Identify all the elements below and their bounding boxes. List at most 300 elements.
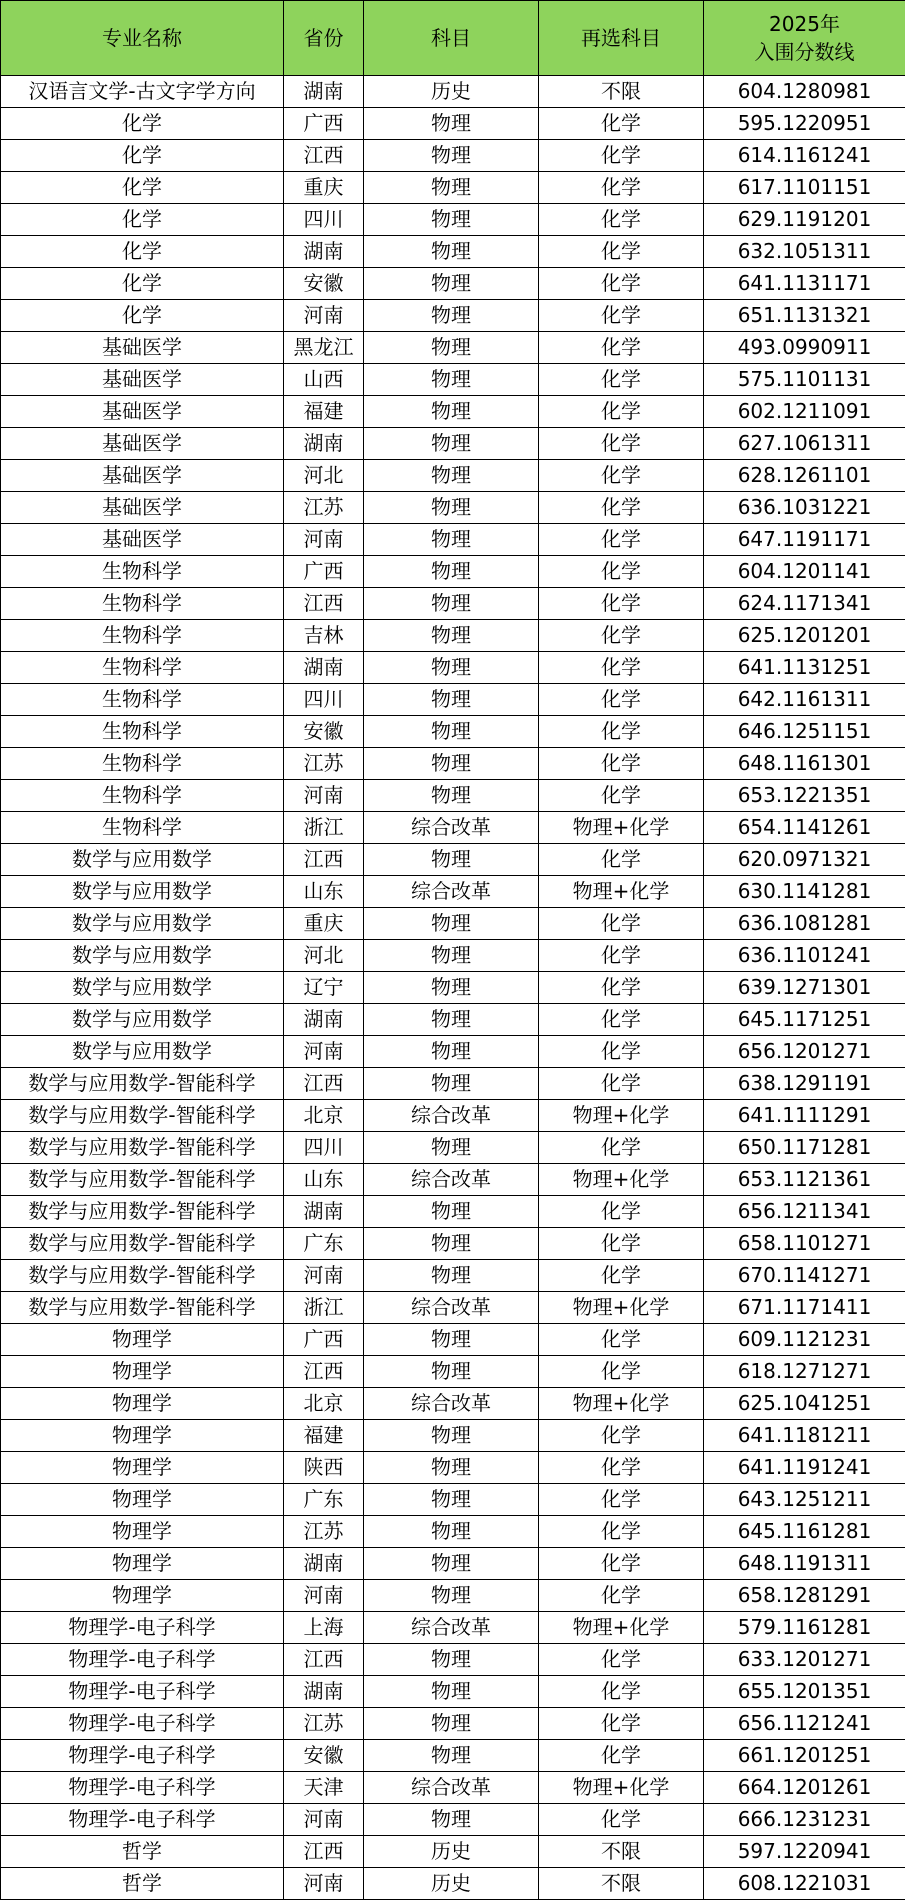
cell-major: 物理学: [1, 1484, 284, 1516]
cell-major: 物理学-电子科学: [1, 1772, 284, 1804]
table-row: [1, 1484, 905, 1516]
cell-subject: 物理: [364, 1804, 539, 1836]
table-row: [1, 524, 905, 556]
table-row: [1, 716, 905, 748]
cell-major: 物理学-电子科学: [1, 1740, 284, 1772]
cell-major: 基础医学: [1, 428, 284, 460]
table-row: [1, 972, 905, 1004]
table-row: [1, 172, 905, 204]
cell-subject: 物理: [364, 1228, 539, 1260]
cell-major: 生物科学: [1, 620, 284, 652]
cell-cutoff-score: 604.1280981: [704, 76, 905, 108]
cell-reselect-subject: 化学: [539, 1548, 704, 1580]
cell-reselect-subject: 化学: [539, 1740, 704, 1772]
cell-province: 江西: [284, 1068, 364, 1100]
cell-reselect-subject: 物理+化学: [539, 1100, 704, 1132]
cell-subject: 物理: [364, 1548, 539, 1580]
cell-subject: 历史: [364, 1836, 539, 1868]
cell-cutoff-score: 608.1221031: [704, 1868, 905, 1900]
table-row: [1, 748, 905, 780]
col-header-cutoff-score: [704, 1, 905, 76]
cell-reselect-subject: 化学: [539, 1708, 704, 1740]
cell-subject: 物理: [364, 1708, 539, 1740]
cell-province: 河南: [284, 1804, 364, 1836]
header-row: [1, 1, 905, 76]
cell-major: 物理学: [1, 1516, 284, 1548]
cell-province: 河南: [284, 1868, 364, 1900]
cell-reselect-subject: 化学: [539, 940, 704, 972]
cell-province: 河南: [284, 524, 364, 556]
cell-major: 化学: [1, 172, 284, 204]
cell-major: 基础医学: [1, 332, 284, 364]
cell-major: 化学: [1, 140, 284, 172]
cell-province: 重庆: [284, 172, 364, 204]
cell-province: 福建: [284, 1420, 364, 1452]
cell-subject: 物理: [364, 1196, 539, 1228]
table-row: [1, 1292, 905, 1324]
cell-major: 物理学-电子科学: [1, 1644, 284, 1676]
cell-reselect-subject: 化学: [539, 364, 704, 396]
cell-cutoff-score: 646.1251151: [704, 716, 905, 748]
cell-cutoff-score: 641.1131171: [704, 268, 905, 300]
cell-subject: 物理: [364, 1260, 539, 1292]
cell-major: 数学与应用数学-智能科学: [1, 1260, 284, 1292]
cell-cutoff-score: 656.1211341: [704, 1196, 905, 1228]
cell-major: 基础医学: [1, 364, 284, 396]
cell-subject: 物理: [364, 1420, 539, 1452]
cell-major: 基础医学: [1, 524, 284, 556]
cell-reselect-subject: 化学: [539, 108, 704, 140]
cell-cutoff-score: 632.1051311: [704, 236, 905, 268]
cell-reselect-subject: 化学: [539, 396, 704, 428]
cell-province: 江苏: [284, 1516, 364, 1548]
cell-reselect-subject: 化学: [539, 492, 704, 524]
table-row: [1, 844, 905, 876]
cell-major: 基础医学: [1, 396, 284, 428]
cell-major: 生物科学: [1, 780, 284, 812]
cell-province: 山西: [284, 364, 364, 396]
cell-subject: 物理: [364, 108, 539, 140]
cell-province: 河南: [284, 300, 364, 332]
cell-province: 浙江: [284, 812, 364, 844]
cell-subject: 物理: [364, 556, 539, 588]
cell-province: 江西: [284, 1644, 364, 1676]
cell-province: 河南: [284, 1036, 364, 1068]
cell-cutoff-score: 641.1191241: [704, 1452, 905, 1484]
table-row: [1, 684, 905, 716]
cell-cutoff-score: 633.1201271: [704, 1644, 905, 1676]
cell-province: 山东: [284, 1164, 364, 1196]
cell-reselect-subject: 化学: [539, 172, 704, 204]
cell-reselect-subject: 化学: [539, 1036, 704, 1068]
cell-subject: 物理: [364, 588, 539, 620]
cell-subject: 物理: [364, 780, 539, 812]
cell-subject: 物理: [364, 1324, 539, 1356]
table-row: [1, 1772, 905, 1804]
cell-subject: 物理: [364, 1356, 539, 1388]
table-row: [1, 236, 905, 268]
cell-cutoff-score: 670.1141271: [704, 1260, 905, 1292]
cell-cutoff-score: 642.1161311: [704, 684, 905, 716]
cell-major: 数学与应用数学-智能科学: [1, 1164, 284, 1196]
table-row: [1, 1324, 905, 1356]
cell-subject: 综合改革: [364, 876, 539, 908]
cell-major: 物理学-电子科学: [1, 1612, 284, 1644]
table-row: [1, 76, 905, 108]
cell-major: 基础医学: [1, 460, 284, 492]
cell-cutoff-score: 620.0971321: [704, 844, 905, 876]
cell-subject: 历史: [364, 1868, 539, 1900]
cell-reselect-subject: 化学: [539, 748, 704, 780]
table-row: [1, 1196, 905, 1228]
cell-province: 安徽: [284, 268, 364, 300]
cell-subject: 物理: [364, 1484, 539, 1516]
cell-cutoff-score: 653.1221351: [704, 780, 905, 812]
cell-cutoff-score: 661.1201251: [704, 1740, 905, 1772]
cell-province: 福建: [284, 396, 364, 428]
cell-province: 北京: [284, 1388, 364, 1420]
cell-major: 数学与应用数学-智能科学: [1, 1292, 284, 1324]
table-row: [1, 940, 905, 972]
cell-province: 湖南: [284, 1548, 364, 1580]
table-row: [1, 140, 905, 172]
table-row: [1, 1452, 905, 1484]
cell-subject: 物理: [364, 236, 539, 268]
cell-subject: 物理: [364, 908, 539, 940]
cell-cutoff-score: 671.1171411: [704, 1292, 905, 1324]
cell-major: 化学: [1, 204, 284, 236]
cell-cutoff-score: 595.1220951: [704, 108, 905, 140]
table-row: [1, 364, 905, 396]
cell-cutoff-score: 645.1171251: [704, 1004, 905, 1036]
cell-cutoff-score: 630.1141281: [704, 876, 905, 908]
cell-subject: 综合改革: [364, 1388, 539, 1420]
cell-province: 黑龙江: [284, 332, 364, 364]
cell-subject: 物理: [364, 1516, 539, 1548]
cell-subject: 物理: [364, 492, 539, 524]
cell-reselect-subject: 化学: [539, 972, 704, 1004]
cell-reselect-subject: 化学: [539, 1452, 704, 1484]
cell-cutoff-score: 618.1271271: [704, 1356, 905, 1388]
cell-subject: 物理: [364, 172, 539, 204]
table-row: [1, 204, 905, 236]
cell-cutoff-score: 658.1101271: [704, 1228, 905, 1260]
cell-major: 物理学-电子科学: [1, 1676, 284, 1708]
cell-subject: 物理: [364, 460, 539, 492]
cell-province: 北京: [284, 1100, 364, 1132]
cell-subject: 物理: [364, 1452, 539, 1484]
cell-subject: 物理: [364, 1740, 539, 1772]
cell-cutoff-score: 636.1031221: [704, 492, 905, 524]
cell-cutoff-score: 656.1121241: [704, 1708, 905, 1740]
cell-province: 湖南: [284, 428, 364, 460]
table-row: [1, 1836, 905, 1868]
cell-major: 数学与应用数学: [1, 844, 284, 876]
cell-reselect-subject: 化学: [539, 780, 704, 812]
cell-cutoff-score: 641.1181211: [704, 1420, 905, 1452]
table-row: [1, 332, 905, 364]
cell-major: 汉语言文学-古文字学方向: [1, 76, 284, 108]
cell-reselect-subject: 物理+化学: [539, 1612, 704, 1644]
cell-major: 物理学: [1, 1388, 284, 1420]
cell-reselect-subject: 化学: [539, 684, 704, 716]
table-row: [1, 876, 905, 908]
cell-reselect-subject: 化学: [539, 1804, 704, 1836]
cell-subject: 综合改革: [364, 1612, 539, 1644]
cell-reselect-subject: 化学: [539, 524, 704, 556]
table-row: [1, 780, 905, 812]
cell-cutoff-score: 614.1161241: [704, 140, 905, 172]
cell-reselect-subject: 化学: [539, 1676, 704, 1708]
table-row: [1, 1740, 905, 1772]
cell-reselect-subject: 化学: [539, 1324, 704, 1356]
cell-subject: 历史: [364, 76, 539, 108]
cell-cutoff-score: 636.1101241: [704, 940, 905, 972]
cell-cutoff-score: 628.1261101: [704, 460, 905, 492]
cell-province: 安徽: [284, 716, 364, 748]
table-row: [1, 428, 905, 460]
cell-reselect-subject: 化学: [539, 428, 704, 460]
cell-major: 化学: [1, 108, 284, 140]
cell-subject: 物理: [364, 428, 539, 460]
table-row: [1, 300, 905, 332]
cell-reselect-subject: 不限: [539, 1836, 704, 1868]
cell-subject: 物理: [364, 748, 539, 780]
cell-province: 湖南: [284, 652, 364, 684]
cell-major: 数学与应用数学-智能科学: [1, 1196, 284, 1228]
cell-subject: 物理: [364, 1004, 539, 1036]
table-row: [1, 1388, 905, 1420]
col-header-subject: 科目: [364, 1, 539, 76]
cell-province: 湖南: [284, 1004, 364, 1036]
table-row: [1, 108, 905, 140]
cell-reselect-subject: 化学: [539, 1484, 704, 1516]
cell-reselect-subject: 化学: [539, 1420, 704, 1452]
cell-major: 物理学: [1, 1324, 284, 1356]
cell-major: 化学: [1, 300, 284, 332]
cell-subject: 物理: [364, 972, 539, 1004]
cell-reselect-subject: 化学: [539, 140, 704, 172]
table-row: [1, 1356, 905, 1388]
table-row: [1, 1164, 905, 1196]
cell-province: 上海: [284, 1612, 364, 1644]
cell-major: 数学与应用数学-智能科学: [1, 1132, 284, 1164]
cell-province: 广东: [284, 1228, 364, 1260]
table-row: [1, 1644, 905, 1676]
cell-cutoff-score: 653.1121361: [704, 1164, 905, 1196]
cell-reselect-subject: 化学: [539, 1356, 704, 1388]
table-row: [1, 1036, 905, 1068]
cell-cutoff-score: 597.1220941: [704, 1836, 905, 1868]
cell-major: 数学与应用数学: [1, 1004, 284, 1036]
cell-reselect-subject: 化学: [539, 652, 704, 684]
cell-subject: 综合改革: [364, 812, 539, 844]
table-row: [1, 1100, 905, 1132]
cell-cutoff-score: 638.1291191: [704, 1068, 905, 1100]
cell-cutoff-score: 648.1191311: [704, 1548, 905, 1580]
cell-cutoff-score: 624.1171341: [704, 588, 905, 620]
cell-reselect-subject: 化学: [539, 588, 704, 620]
cell-subject: 物理: [364, 332, 539, 364]
cell-subject: 物理: [364, 140, 539, 172]
cell-major: 数学与应用数学: [1, 908, 284, 940]
cell-cutoff-score: 648.1161301: [704, 748, 905, 780]
table-row: [1, 556, 905, 588]
cell-major: 化学: [1, 268, 284, 300]
cell-major: 化学: [1, 236, 284, 268]
cell-major: 生物科学: [1, 588, 284, 620]
table-row: [1, 1132, 905, 1164]
cell-province: 河南: [284, 1260, 364, 1292]
cell-cutoff-score: 641.1131251: [704, 652, 905, 684]
cell-cutoff-score: 651.1131321: [704, 300, 905, 332]
col-header-reselect-subject: 再选科目: [539, 1, 704, 76]
cell-subject: 物理: [364, 1068, 539, 1100]
cell-province: 河南: [284, 1580, 364, 1612]
cell-province: 河南: [284, 780, 364, 812]
cell-province: 江西: [284, 1356, 364, 1388]
cell-major: 数学与应用数学: [1, 972, 284, 1004]
cell-province: 山东: [284, 876, 364, 908]
cell-subject: 物理: [364, 844, 539, 876]
cell-province: 重庆: [284, 908, 364, 940]
cell-province: 河北: [284, 460, 364, 492]
cell-cutoff-score: 617.1101151: [704, 172, 905, 204]
cell-subject: 物理: [364, 204, 539, 236]
cell-reselect-subject: 化学: [539, 1516, 704, 1548]
cell-cutoff-score: 645.1161281: [704, 1516, 905, 1548]
cell-reselect-subject: 不限: [539, 76, 704, 108]
cell-cutoff-score: 656.1201271: [704, 1036, 905, 1068]
table-body: [1, 76, 905, 1900]
cell-reselect-subject: 化学: [539, 716, 704, 748]
cell-province: 陕西: [284, 1452, 364, 1484]
table-row: [1, 460, 905, 492]
cell-cutoff-score: 602.1211091: [704, 396, 905, 428]
cell-cutoff-score: 627.1061311: [704, 428, 905, 460]
table-row: [1, 1708, 905, 1740]
cell-subject: 物理: [364, 524, 539, 556]
cell-reselect-subject: 化学: [539, 1196, 704, 1228]
cell-province: 广西: [284, 1324, 364, 1356]
cell-province: 辽宁: [284, 972, 364, 1004]
table-row: [1, 1612, 905, 1644]
cell-subject: 综合改革: [364, 1100, 539, 1132]
cell-reselect-subject: 化学: [539, 460, 704, 492]
col-header-province: 省份: [284, 1, 364, 76]
cell-province: 江西: [284, 588, 364, 620]
table-row: [1, 492, 905, 524]
table-row: [1, 1548, 905, 1580]
cell-cutoff-score: 666.1231231: [704, 1804, 905, 1836]
table-row: [1, 812, 905, 844]
cell-cutoff-score: 647.1191171: [704, 524, 905, 556]
table-row: [1, 1260, 905, 1292]
cell-subject: 物理: [364, 620, 539, 652]
cell-reselect-subject: 物理+化学: [539, 876, 704, 908]
cell-major: 物理学-电子科学: [1, 1708, 284, 1740]
cell-subject: 物理: [364, 652, 539, 684]
table-row: [1, 1516, 905, 1548]
cell-cutoff-score: 664.1201261: [704, 1772, 905, 1804]
cell-cutoff-score: 650.1171281: [704, 1132, 905, 1164]
cell-major: 生物科学: [1, 684, 284, 716]
cell-cutoff-score: 625.1201201: [704, 620, 905, 652]
cell-reselect-subject: 化学: [539, 236, 704, 268]
col-header-year: 2025年: [769, 12, 840, 36]
cell-reselect-subject: 化学: [539, 620, 704, 652]
table-row: [1, 1580, 905, 1612]
cell-province: 广东: [284, 1484, 364, 1516]
cell-province: 江苏: [284, 1708, 364, 1740]
table-row: [1, 1868, 905, 1900]
cell-subject: 物理: [364, 268, 539, 300]
cell-major: 生物科学: [1, 652, 284, 684]
table-row: [1, 588, 905, 620]
cell-cutoff-score: 493.0990911: [704, 332, 905, 364]
cell-reselect-subject: 化学: [539, 300, 704, 332]
table-row: [1, 1228, 905, 1260]
table-row: [1, 620, 905, 652]
cell-province: 天津: [284, 1772, 364, 1804]
cell-province: 湖南: [284, 236, 364, 268]
cell-cutoff-score: 609.1121231: [704, 1324, 905, 1356]
cell-reselect-subject: 化学: [539, 1644, 704, 1676]
cell-reselect-subject: 化学: [539, 908, 704, 940]
cell-reselect-subject: 化学: [539, 1132, 704, 1164]
cell-reselect-subject: 化学: [539, 1228, 704, 1260]
cell-major: 数学与应用数学-智能科学: [1, 1068, 284, 1100]
cell-major: 数学与应用数学: [1, 940, 284, 972]
cell-province: 江苏: [284, 748, 364, 780]
cell-subject: 综合改革: [364, 1772, 539, 1804]
cell-reselect-subject: 化学: [539, 268, 704, 300]
col-header-major: 专业名称: [1, 1, 284, 76]
table-row: [1, 1004, 905, 1036]
cell-province: 广西: [284, 556, 364, 588]
table-row: [1, 1804, 905, 1836]
cell-major: 物理学: [1, 1356, 284, 1388]
col-header-cutoff-label: 入围分数线: [754, 40, 855, 64]
cell-major: 物理学: [1, 1420, 284, 1452]
cell-reselect-subject: 化学: [539, 556, 704, 588]
cell-reselect-subject: 物理+化学: [539, 1388, 704, 1420]
cell-province: 四川: [284, 684, 364, 716]
cell-reselect-subject: 物理+化学: [539, 1772, 704, 1804]
cell-cutoff-score: 575.1101131: [704, 364, 905, 396]
cell-cutoff-score: 641.1111291: [704, 1100, 905, 1132]
cell-reselect-subject: 化学: [539, 204, 704, 236]
cell-subject: 物理: [364, 1676, 539, 1708]
cell-subject: 物理: [364, 396, 539, 428]
cell-major: 哲学: [1, 1836, 284, 1868]
cell-subject: 物理: [364, 1580, 539, 1612]
cell-cutoff-score: 654.1141261: [704, 812, 905, 844]
cell-cutoff-score: 629.1191201: [704, 204, 905, 236]
cell-major: 基础医学: [1, 492, 284, 524]
cell-major: 生物科学: [1, 716, 284, 748]
cell-subject: 物理: [364, 684, 539, 716]
cell-province: 江苏: [284, 492, 364, 524]
table-row: [1, 396, 905, 428]
cell-province: 江西: [284, 140, 364, 172]
cell-major: 物理学: [1, 1580, 284, 1612]
cell-reselect-subject: 化学: [539, 844, 704, 876]
cell-major: 数学与应用数学-智能科学: [1, 1100, 284, 1132]
cell-province: 四川: [284, 204, 364, 236]
cell-subject: 综合改革: [364, 1164, 539, 1196]
cell-major: 物理学: [1, 1452, 284, 1484]
